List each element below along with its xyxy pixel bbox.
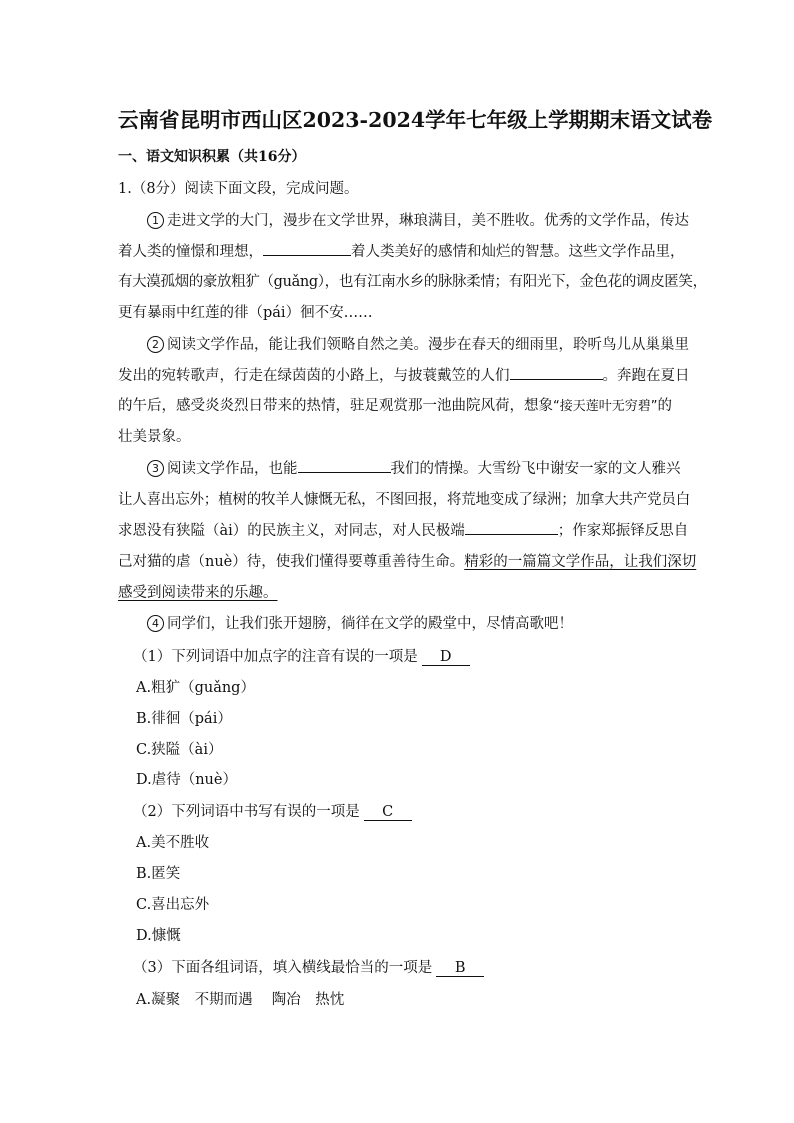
sub2-option-c[interactable]: C.喜出忘外 [136, 897, 210, 913]
para3-line3: 求恩没有狭隘（ài）的民族主义，对同志，对人民极端 ；作家郑振铎反思自 [118, 519, 678, 540]
sub1-option-b[interactable]: B.徘徊（pái） [136, 711, 232, 727]
circled-number-2: 2 [147, 336, 164, 353]
sub1-option-c[interactable]: C.狭隘（ài） [136, 742, 223, 758]
para3-line1: 3 阅读文学作品，也能 我们的情操。大雪纷飞中谢安一家的文人雅兴 [147, 457, 681, 478]
fill-blank-2[interactable] [510, 365, 603, 380]
para3-line5 [118, 581, 678, 602]
sub2-option-a[interactable]: A.美不胜收 [136, 835, 210, 851]
circled-number-3: 3 [147, 460, 164, 477]
circled-number-4: 4 [147, 615, 164, 632]
para4-line1: 4 同学们，让我们张开翅膀，徜徉在文学的殿堂中，尽情高歌吧！ [147, 612, 573, 633]
underlined-sentence-end: 感受到阅读带来的乐趣。 [118, 585, 278, 601]
answer-1[interactable]: D [422, 649, 470, 666]
sub1-option-a[interactable]: A.粗犷（guǎng） [136, 680, 255, 696]
para1-line3: 有大漠孤烟的豪放粗犷（guǎng），也有江南水乡的脉脉柔情；有阳光下，金色花的调皮匿笑， [118, 274, 707, 290]
circled-number-1: 1 [147, 212, 164, 229]
para2-line3: 的午后，感受炎炎烈日带来的热情，驻足观赏那一池曲院风荷，想象“接天莲叶无穷碧”的 [118, 398, 672, 414]
para1-line1: 1 走进文学的大门，漫步在文学世界，琳琅满目，美不胜收。优秀的文学作品，传达 [147, 209, 689, 230]
subquestion-2: （2）下列词语中书写有误的一项是 C [133, 800, 412, 821]
section-heading: 一、语文知识积累（共16分） [118, 149, 306, 165]
sub2-option-d[interactable]: D.慷慨 [136, 928, 181, 944]
sub1-option-d[interactable]: D.虐待（nuè） [136, 772, 237, 788]
para2-line2: 发出的宛转歌声，行走在绿茵茵的小路上，与披蓑戴笠的人们 。奔跑在夏日 [118, 364, 678, 385]
fill-blank-1[interactable] [263, 241, 351, 256]
para2-line1: 2 阅读文学作品，能让我们领略自然之美。漫步在春天的细雨里，聆听鸟儿从巢巢里 [147, 333, 689, 354]
answer-2[interactable]: C [364, 804, 412, 821]
para1-line2: 着人类的憧憬和理想， 着人类美好的感情和灿烂的智慧。这些文学作品里， [118, 240, 678, 261]
para1-line4: 更有暴雨中红莲的徘（pái）徊不安…… [118, 305, 373, 321]
question-1-prompt: 1.（8分）阅读下面文段，完成问题。 [118, 181, 359, 197]
para2-line4: 壮美景象。 [118, 429, 191, 445]
fill-blank-3[interactable] [298, 458, 391, 473]
exam-title: 云南省昆明市西山区2023-2024学年七年级上学期期末语文试卷 [118, 108, 713, 132]
para3-line2: 让人喜出忘外；植树的牧羊人慷慨无私，不图回报，将荒地变成了绿洲；加拿大共产党员白 [118, 492, 690, 508]
underlined-sentence: 精彩的一篇篇文学作品，让我们深切 [464, 554, 697, 570]
poem-quote: “接天莲叶无穷碧” [553, 399, 658, 414]
fill-blank-4[interactable] [465, 520, 558, 535]
sub2-option-b[interactable]: B.匿笑 [136, 866, 181, 882]
sub3-option-a[interactable]: A.凝聚 不期而遇 陶冶 热忱 [136, 992, 345, 1008]
subquestion-1: （1）下列词语中加点字的注音有误的一项是 D [133, 645, 470, 666]
subquestion-3: （3）下面各组词语，填入横线最恰当的一项是 B [133, 956, 484, 977]
para3-line4: 己对猫的虐（nuè）待，使我们懂得要尊重善待生命。精彩的一篇篇文学作品，让我们深切 [118, 554, 697, 570]
answer-3[interactable]: B [436, 960, 484, 977]
